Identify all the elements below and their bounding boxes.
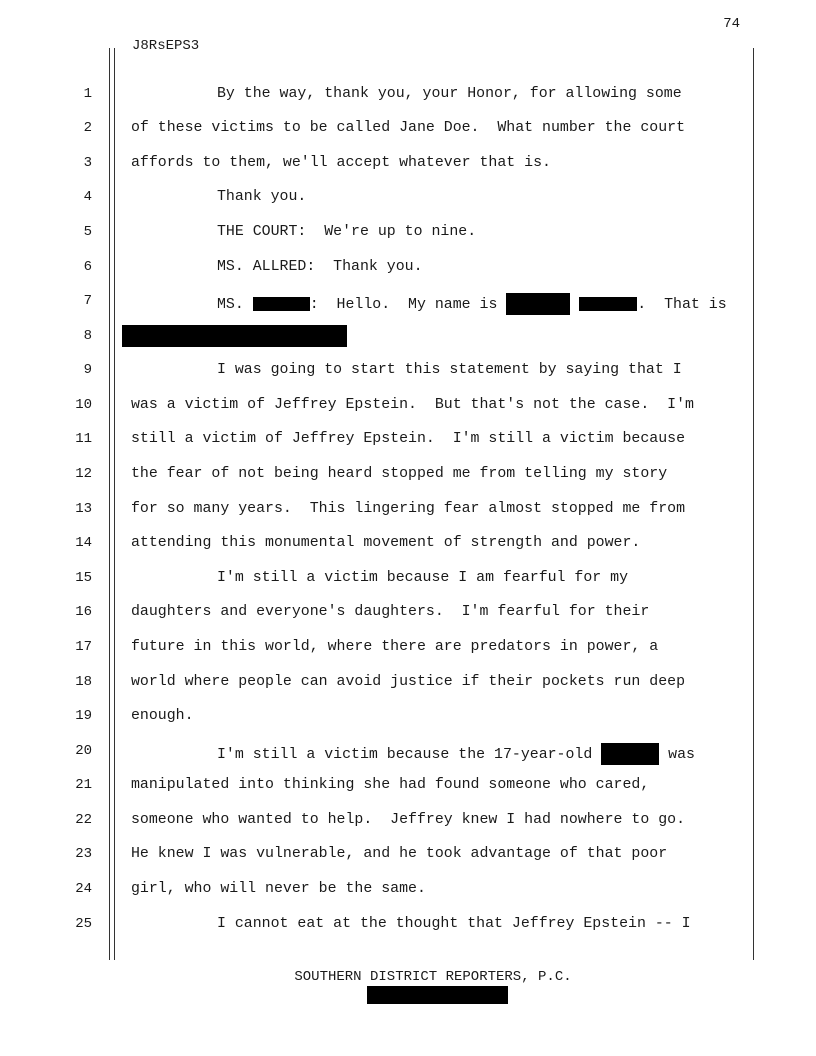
line-number: 21 xyxy=(75,777,92,793)
speaker-prefix: MS. xyxy=(217,297,253,313)
line-number: 15 xyxy=(75,570,92,586)
transcript-line: THE COURT: We're up to nine. xyxy=(217,224,477,240)
transcript-line: the fear of not being heard stopped me from telling my story xyxy=(131,466,668,482)
transcript-line: I'm still a victim because I am fearful for my xyxy=(217,570,629,586)
line-number: 10 xyxy=(75,397,92,413)
transcript-line: manipulated into thinking she had found someone who cared, xyxy=(131,777,650,793)
case-id: J8RsEPS3 xyxy=(132,38,200,54)
transcript-line: I was going to start this statement by saying that I xyxy=(217,362,682,378)
line-number: 6 xyxy=(83,259,92,275)
line-number: 4 xyxy=(83,189,92,205)
transcript-line: for so many years. This lingering fear almost stopped me from xyxy=(131,501,686,517)
transcript-line: someone who wanted to help. Jeffrey knew I had nowhere to go. xyxy=(131,812,686,828)
right-margin-rule xyxy=(753,48,754,960)
redaction-box xyxy=(506,293,570,315)
reporter-footer: SOUTHERN DISTRICT REPORTERS, P.C. xyxy=(294,969,572,985)
statement-text: I'm still a victim because the 17-year-old xyxy=(217,747,602,763)
transcript-line: He knew I was vulnerable, and he took advantage of that poor xyxy=(131,846,668,862)
line-number: 7 xyxy=(83,293,92,309)
transcript-line: affords to them, we'll accept whatever that is. xyxy=(131,155,551,171)
redaction-box xyxy=(601,743,659,765)
line-number: 2 xyxy=(83,120,92,136)
line-number: 22 xyxy=(75,812,92,828)
line-number: 9 xyxy=(83,362,92,378)
transcript-line: future in this world, where there are predators in power, a xyxy=(131,639,659,655)
line-number: 1 xyxy=(83,86,92,102)
transcript-line: attending this monumental movement of strength and power. xyxy=(131,535,641,551)
transcript-line: was a victim of Jeffrey Epstein. But that's not the case. I'm xyxy=(131,397,694,413)
line-number: 23 xyxy=(75,846,92,862)
statement-text: . That is xyxy=(637,297,727,313)
line-number: 12 xyxy=(75,466,92,482)
transcript-line: Thank you. xyxy=(217,189,307,205)
line-number: 11 xyxy=(75,431,92,447)
line-number: 19 xyxy=(75,708,92,724)
line-number: 16 xyxy=(75,604,92,620)
transcript-line: daughters and everyone's daughters. I'm fearful for their xyxy=(131,604,650,620)
redaction-box xyxy=(253,297,310,311)
transcript-line: I cannot eat at the thought that Jeffrey Epstein -- I xyxy=(217,916,691,932)
line-number: 13 xyxy=(75,501,92,517)
line-number: 14 xyxy=(75,535,92,551)
line-number: 8 xyxy=(83,328,92,344)
transcript-line-redacted xyxy=(217,743,695,765)
transcript-line: world where people can avoid justice if their pockets run deep xyxy=(131,674,686,690)
redaction-box xyxy=(367,986,508,1004)
statement-text: was xyxy=(659,747,695,763)
transcript-line: girl, who will never be the same. xyxy=(131,881,426,897)
transcript-line: MS. ALLRED: Thank you. xyxy=(217,259,423,275)
line-number: 20 xyxy=(75,743,92,759)
left-margin-rule-outer xyxy=(109,48,110,960)
statement-text: : Hello. My name is xyxy=(309,297,507,313)
line-number: 24 xyxy=(75,881,92,897)
line-number: 18 xyxy=(75,674,92,690)
transcript-line: enough. xyxy=(131,708,194,724)
redaction-box xyxy=(579,297,637,311)
transcript-line: of these victims to be called Jane Doe. What number the court xyxy=(131,120,686,136)
line-number: 17 xyxy=(75,639,92,655)
transcript-line: still a victim of Jeffrey Epstein. I'm still a victim because xyxy=(131,431,686,447)
line-number: 5 xyxy=(83,224,92,240)
line-number: 25 xyxy=(75,916,92,932)
redaction-box xyxy=(122,325,347,347)
transcript-line-redacted xyxy=(217,293,727,315)
page-number: 74 xyxy=(723,16,740,32)
transcript-line: By the way, thank you, your Honor, for allowing some xyxy=(217,86,682,102)
left-margin-rule-inner xyxy=(114,48,115,960)
line-number: 3 xyxy=(83,155,92,171)
